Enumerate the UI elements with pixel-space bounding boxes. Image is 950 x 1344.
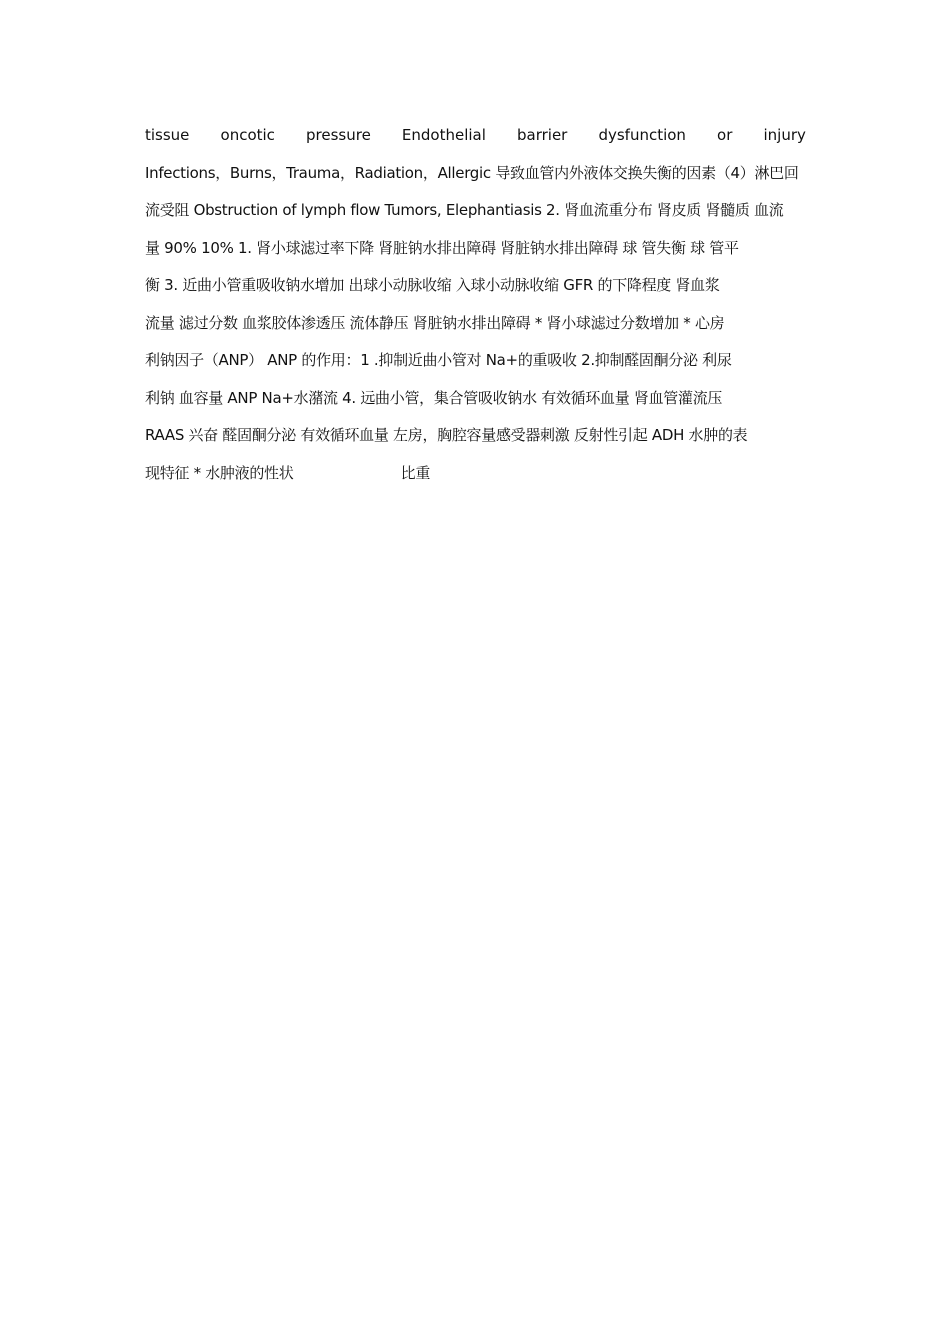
text-line-3 [145, 199, 806, 237]
text-line-6 [145, 312, 806, 350]
text-line-content: 流受阻 Obstruction of lymph flow Tumors, Elephantiasis 2. 肾血流重分布 肾皮质 肾髓质 血流 [145, 201, 784, 219]
document-body-text [145, 124, 806, 499]
word: pressure [306, 126, 371, 144]
text-line-content: 流量 滤过分数 血浆胶体渗透压 流体静压 肾脏钠水排出障碍 * 肾小球滤过分数增加 * 心房 [145, 313, 725, 332]
text-line-4 [145, 237, 806, 275]
text-line-content: 衡 3. 近曲小管重吸收钠水增加 出球小动脉收缩 入球小动脉收缩 GFR 的下降程度 肾血浆 [145, 276, 720, 294]
text-line-content: 利钠 血容量 ANP Na+水潴流 4. 远曲小管，集合管吸收钠水 有效循环血量 肾血管灌流压 [145, 388, 723, 407]
word: Endothelial [401, 126, 486, 144]
word: oncotic [220, 126, 275, 144]
text-line-content: 利钠因子（ANP） ANP 的作用：1 .抑制近曲小管对 Na+的重吸收 2.抑制醛固酮分泌 利尿 [145, 351, 732, 369]
text-line-1 [145, 124, 806, 162]
word: dysfunction [598, 126, 686, 144]
text-line-10 [145, 462, 806, 500]
word: or [717, 126, 733, 144]
text-line-content: 量 90% 10% 1. 肾小球滤过率下降 肾脏钠水排出障碍 肾脏钠水排出障碍 球 管失衡 球 管平 [145, 238, 739, 257]
word: injury [763, 126, 806, 144]
word: barrier [517, 126, 568, 144]
text-line-9 [145, 424, 806, 462]
text-line-8 [145, 387, 806, 425]
text-line-content: 现特征 * 水肿液的性状 比重 [145, 463, 431, 482]
text-line-7 [145, 349, 806, 387]
word: tissue [145, 126, 190, 144]
text-line-content: Infections，Burns，Trauma，Radiation，Allergic 导致血管内外液体交换失衡的因素（4）淋巴回 [145, 163, 799, 182]
text-line-2 [145, 162, 806, 200]
text-line-content: RAAS 兴奋 醛固酮分泌 有效循环血量 左房，胸腔容量感受器刺激 反射性引起 ADH 水肿的表 [145, 426, 748, 444]
text-line-5 [145, 274, 806, 312]
